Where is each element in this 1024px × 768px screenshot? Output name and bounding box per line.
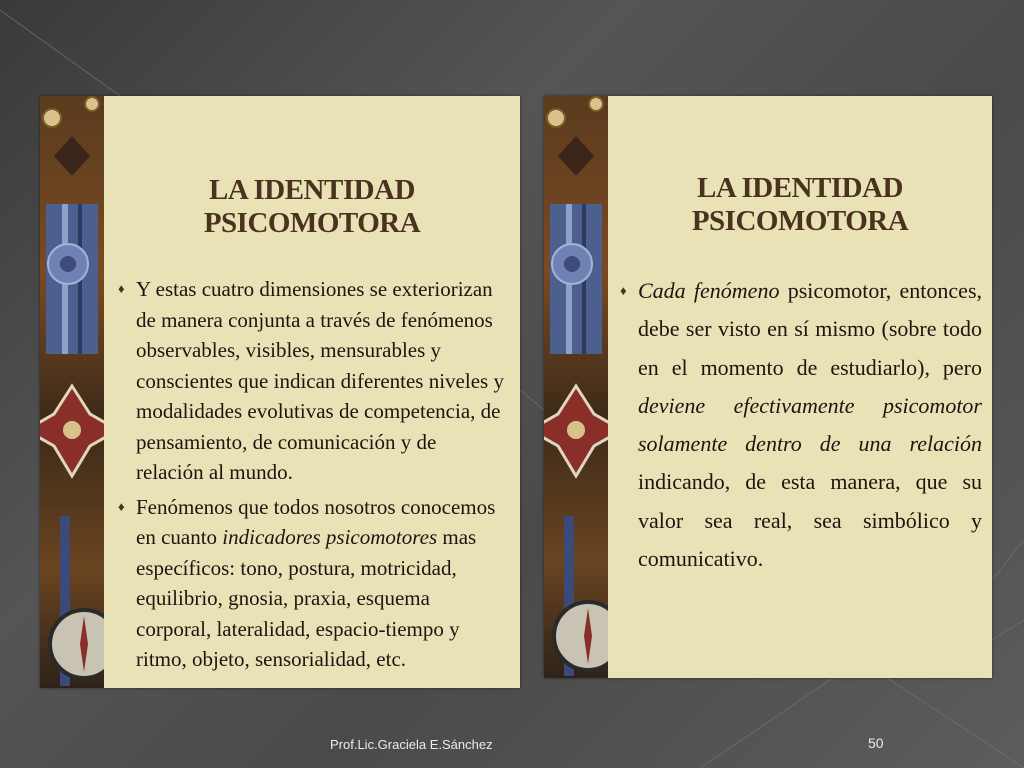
bullet-list (118, 274, 506, 675)
bullet-list (620, 272, 982, 578)
slide-title: LA IDENTIDAD PSICOMOTORA (203, 174, 421, 239)
text-run: Y estas cuatro dimensiones se exteriorizan de manera conjunta a través de fenómenos observables, visibles, mensurables y conscientes que indican diferentes niveles y modalidades evolutivas de competencia, de pensamiento, de comunicación y de relación al mundo. (136, 277, 504, 484)
diamond-bullet-icon: ♦ (118, 498, 125, 514)
bullet-point (118, 492, 506, 675)
text-run: Fenómenos que todos nosotros conocemos en cuanto (136, 494, 496, 549)
diamond-bullet-icon: ♦ (620, 283, 627, 298)
text-run: indicando, de esta manera, que su valor sea real, sea simbólico y comunicativo. (638, 469, 982, 572)
slide-right (544, 96, 992, 678)
page-number: 50 (868, 735, 884, 751)
italic-text-run: indicadores psicomotores (222, 525, 438, 549)
italic-text-run: Cada fenómeno (638, 278, 780, 303)
text-run: psicomotor, entonces, debe ser visto en sí mismo (sobre todo en el momento de estudiarlo), pero (638, 278, 983, 380)
footer-author: Prof.Lic.Graciela E.Sánchez (330, 737, 493, 752)
text-run: mas específicos: tono, postura, motricidad, equilibrio, gnosia, praxia, esquema corporal, lateralidad, espacio-tiempo y ritmo, objeto, sensorialidad, etc. (136, 525, 477, 671)
slide-left (40, 96, 520, 688)
italic-text-run: deviene efectivamente psicomotor solamente dentro de una relación (638, 392, 982, 457)
decorative-image-strip (544, 96, 608, 678)
bullet-point (118, 274, 506, 488)
decorative-image-strip (40, 96, 104, 688)
bullet-point (620, 272, 982, 578)
slide-title: LA IDENTIDAD PSICOMOTORA (691, 172, 909, 237)
diamond-bullet-icon: ♦ (118, 281, 125, 296)
